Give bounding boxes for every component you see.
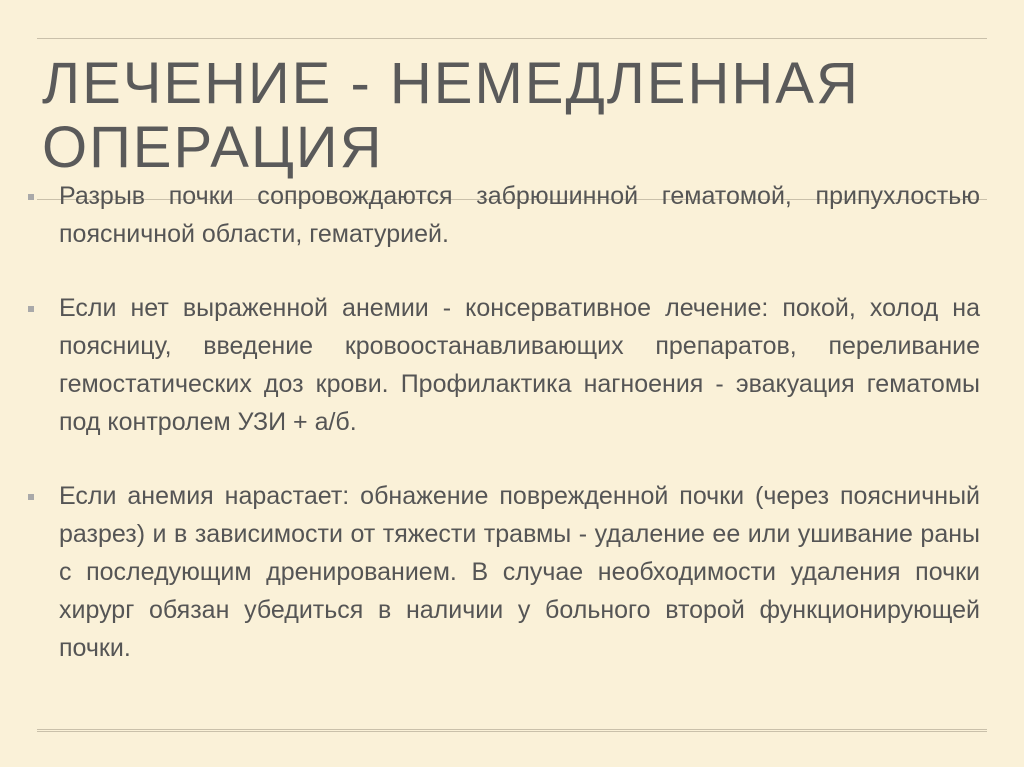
- bullet-icon: [28, 494, 34, 500]
- bullet-list: [22, 177, 980, 703]
- slide-title: ЛЕЧЕНИЕ - НЕМЕДЛЕННАЯ ОПЕРАЦИЯ: [42, 51, 860, 180]
- bullet-icon: [28, 194, 34, 200]
- top-divider: [37, 38, 987, 39]
- bullet-text: Разрыв почки сопровождаются забрюшинной гематомой, припухлостью поясничной области, гематурией.: [59, 182, 980, 248]
- bottom-divider: [37, 729, 987, 732]
- bullet-item: [22, 177, 980, 253]
- bullet-item: [22, 477, 980, 667]
- bullet-text: Если нет выраженной анемии - консервативное лечение: покой, холод на поясницу, введение кровоостанавливающих препаратов, переливание гемостатических доз крови. Профилактика нагноения - эвакуация гематомы под контролем УЗИ + а/б.: [59, 294, 980, 436]
- bullet-icon: [28, 306, 34, 312]
- bullet-item: [22, 289, 980, 441]
- bullet-text: Если анемия нарастает: обнажение поврежденной почки (через поясничный разрез) и в зависимости от тяжести травмы - удаление ее или ушивание раны с последующим дренированием. В случае необходимости удаления почки хирург обязан убедиться в наличии у больного второй функционирующей почки.: [59, 482, 980, 662]
